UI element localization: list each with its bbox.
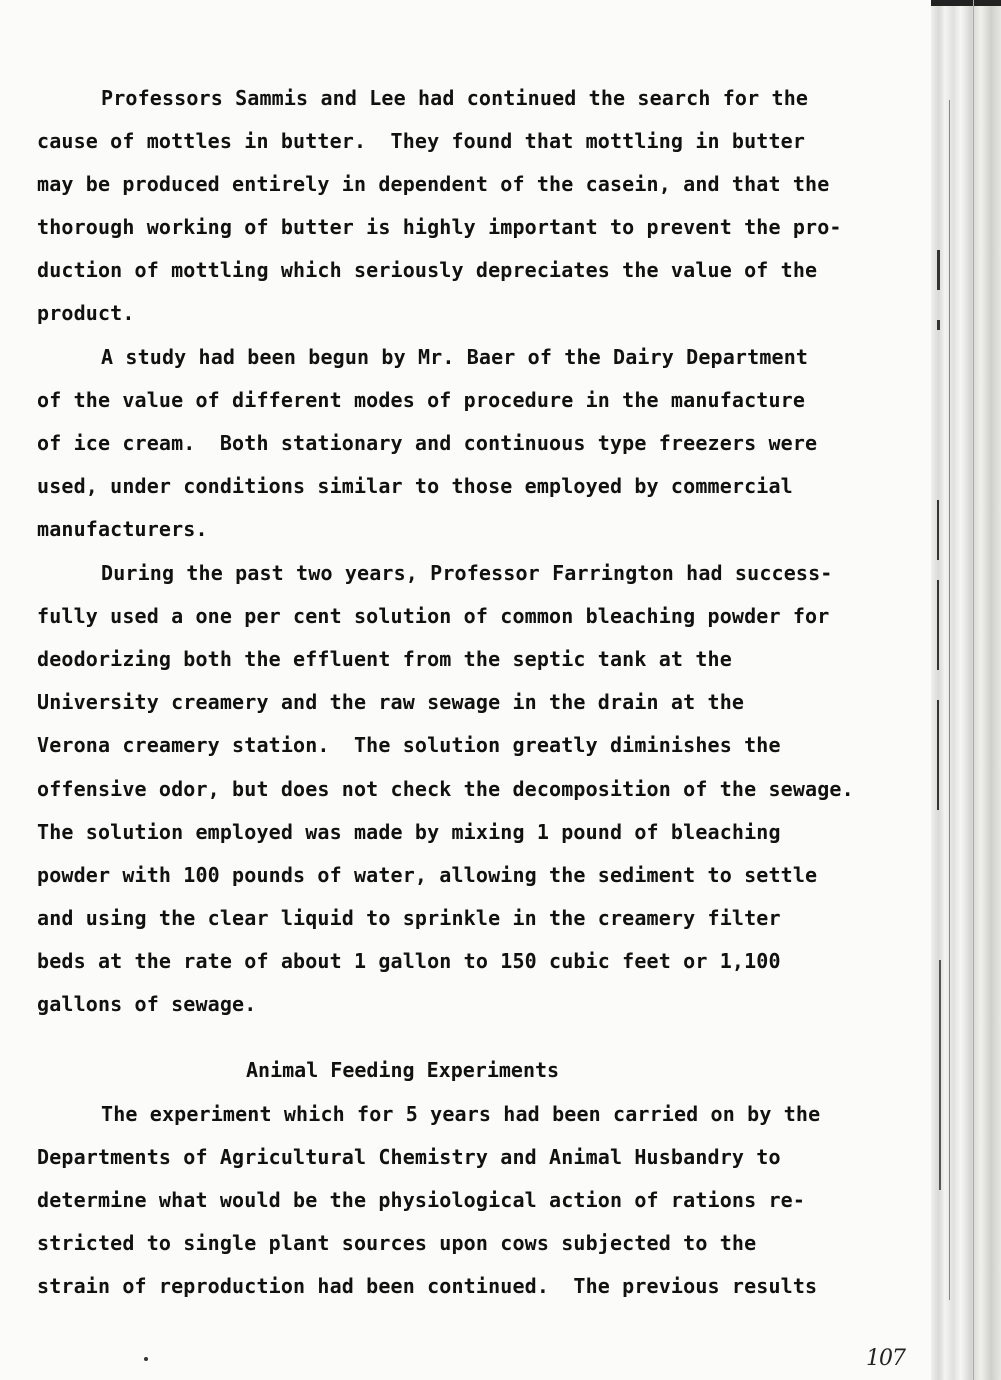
paragraph-3-line-5: Verona creamery station. The solution greatly diminishes the — [37, 733, 781, 757]
paragraph-1-line-6: product. — [37, 301, 135, 325]
paragraph-4-line-1: The experiment which for 5 years had been carried on by the — [101, 1102, 821, 1126]
section-heading: Animal Feeding Experiments — [246, 1058, 560, 1082]
paragraph-4-line-4: stricted to single plant sources upon cows subjected to the — [37, 1231, 757, 1255]
paragraph-4-line-5: strain of reproduction had been continued. The previous results — [37, 1274, 818, 1298]
paragraph-2-line-5: manufacturers. — [37, 517, 208, 541]
paragraph-3-line-6: offensive odor, but does not check the decomposition of the sewage. — [37, 777, 854, 801]
paragraph-3-line-10: beds at the rate of about 1 gallon to 150 cubic feet or 1,100 — [37, 949, 781, 973]
paragraph-3-line-11: gallons of sewage. — [37, 992, 257, 1016]
paragraph-3-line-4: University creamery and the raw sewage in the drain at the — [37, 690, 745, 714]
page-number: 107 — [866, 1346, 905, 1371]
paragraph-1-line-4: thorough working of butter is highly important to prevent the pro- — [37, 215, 842, 239]
paragraph-1-line-5: duction of mottling which seriously depreciates the value of the — [37, 258, 818, 282]
paragraph-1-line-3: may be produced entirely in dependent of the casein, and that the — [37, 172, 830, 196]
stray-mark — [144, 1357, 148, 1361]
paragraph-3-line-7: The solution employed was made by mixing 1 pound of bleaching — [37, 820, 781, 844]
paragraph-3-line-2: fully used a one per cent solution of common bleaching powder for — [37, 604, 830, 628]
paragraph-3-line-1: During the past two years, Professor Farrington had success- — [101, 561, 833, 585]
paragraph-3-line-3: deodorizing both the effluent from the septic tank at the — [37, 647, 732, 671]
paragraph-2-line-3: of ice cream. Both stationary and continuous type freezers were — [37, 431, 818, 455]
paragraph-1-line-1: Professors Sammis and Lee had continued the search for the — [101, 86, 809, 110]
paragraph-2-line-2: of the value of different modes of procedure in the manufacture — [37, 388, 806, 412]
paragraph-3-line-9: and using the clear liquid to sprinkle in the creamery filter — [37, 906, 781, 930]
paragraph-3-line-8: powder with 100 pounds of water, allowing the sediment to settle — [37, 863, 818, 887]
paragraph-4-line-3: determine what would be the physiological action of rations re- — [37, 1188, 806, 1212]
paragraph-2-line-4: used, under conditions similar to those employed by commercial — [37, 474, 793, 498]
book-binding-edge — [931, 0, 1001, 1380]
paragraph-2-line-1: A study had been begun by Mr. Baer of the Dairy Department — [101, 345, 809, 369]
paragraph-4-line-2: Departments of Agricultural Chemistry and Animal Husbandry to — [37, 1145, 781, 1169]
paragraph-1-line-2: cause of mottles in butter. They found that mottling in butter — [37, 129, 806, 153]
